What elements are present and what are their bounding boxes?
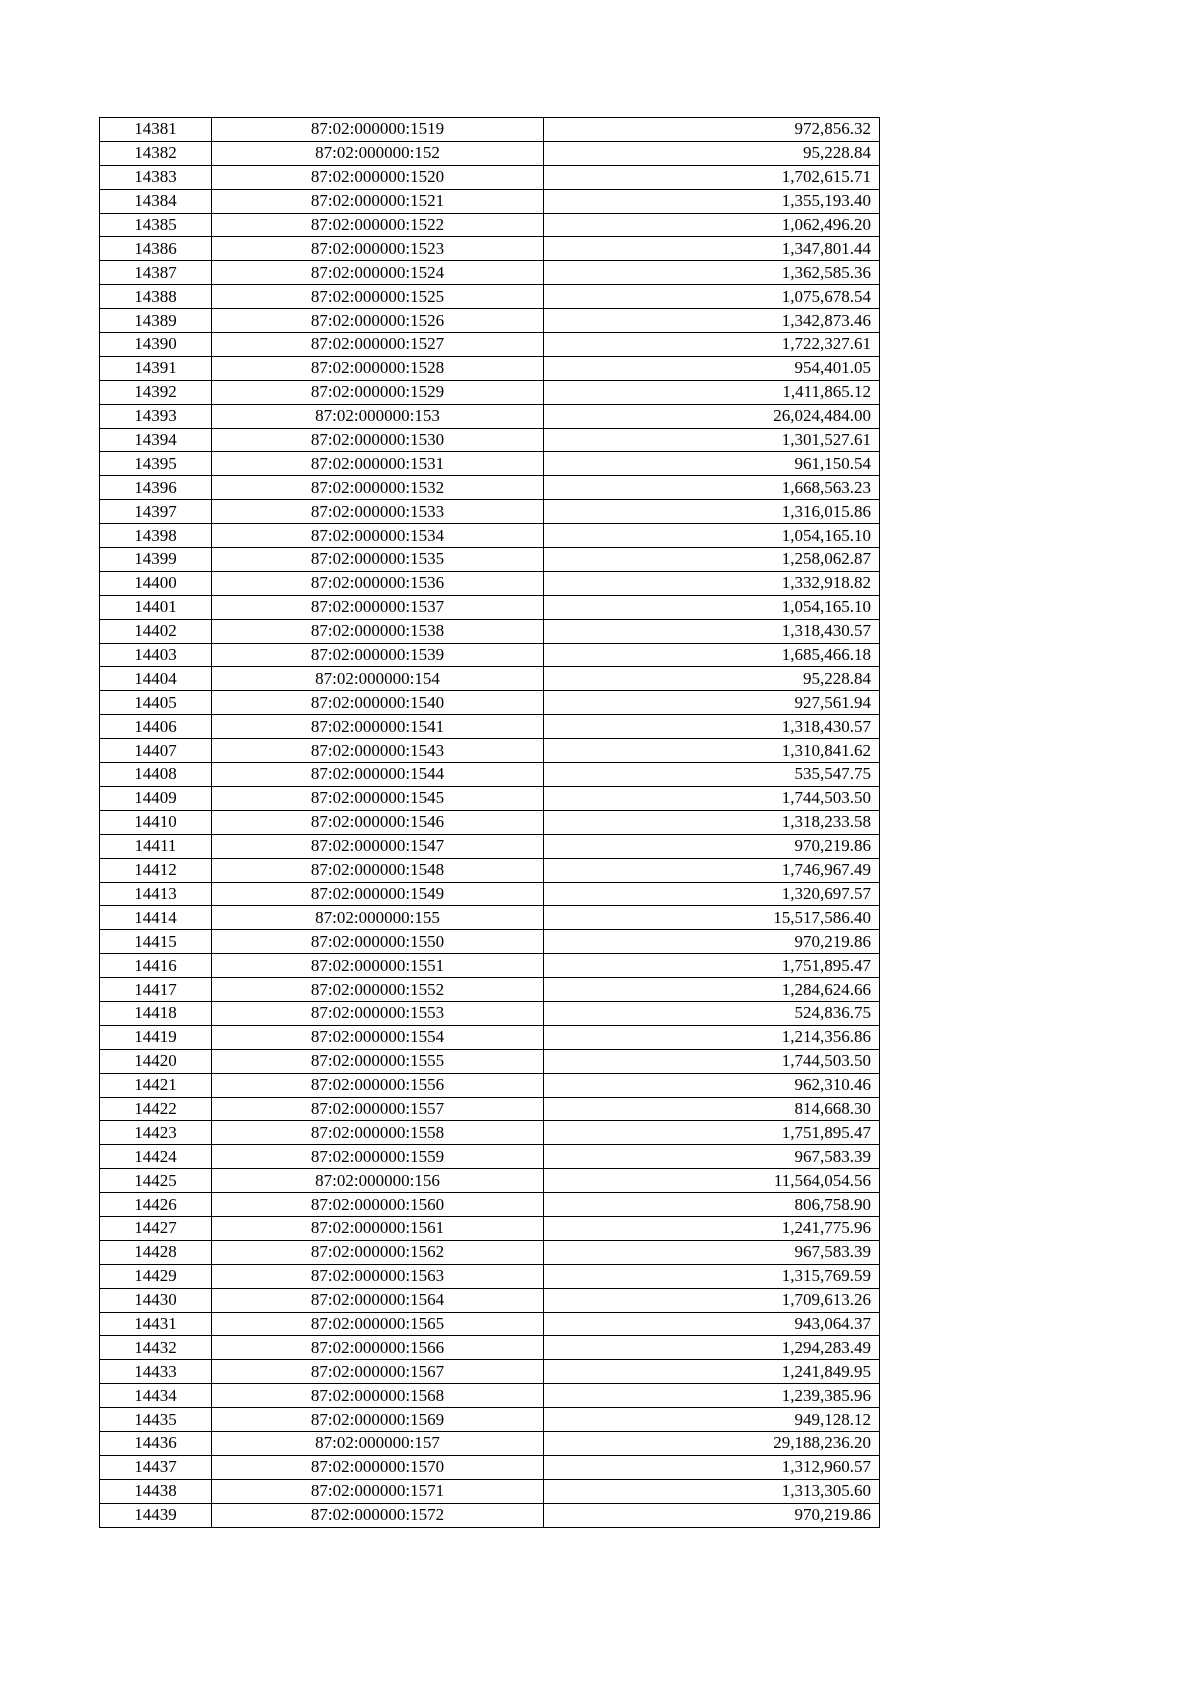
value-cell: 962,310.46 xyxy=(544,1073,880,1097)
cadastral-number-cell: 87:02:000000:1570 xyxy=(212,1455,544,1479)
row-number-cell: 14410 xyxy=(100,810,212,834)
row-number-cell: 14419 xyxy=(100,1025,212,1049)
value-cell: 26,024,484.00 xyxy=(544,404,880,428)
cadastral-number-cell: 87:02:000000:1530 xyxy=(212,428,544,452)
table-row xyxy=(100,571,880,595)
cadastral-number-cell: 87:02:000000:1546 xyxy=(212,810,544,834)
row-number-cell: 14389 xyxy=(100,309,212,333)
cadastral-number-cell: 87:02:000000:1521 xyxy=(212,189,544,213)
cadastral-number-cell: 87:02:000000:155 xyxy=(212,906,544,930)
table-row xyxy=(100,810,880,834)
value-cell: 1,746,967.49 xyxy=(544,858,880,882)
cadastral-number-cell: 87:02:000000:1562 xyxy=(212,1240,544,1264)
row-number-cell: 14404 xyxy=(100,667,212,691)
table-row xyxy=(100,118,880,142)
value-cell: 524,836.75 xyxy=(544,1001,880,1025)
table-row xyxy=(100,786,880,810)
table-row xyxy=(100,619,880,643)
cadastral-number-cell: 87:02:000000:1540 xyxy=(212,691,544,715)
value-cell: 1,316,015.86 xyxy=(544,500,880,524)
value-cell: 1,054,165.10 xyxy=(544,524,880,548)
table-row xyxy=(100,739,880,763)
cadastral-number-cell: 87:02:000000:152 xyxy=(212,141,544,165)
table-row xyxy=(100,1049,880,1073)
value-cell: 1,318,430.57 xyxy=(544,619,880,643)
row-number-cell: 14405 xyxy=(100,691,212,715)
row-number-cell: 14394 xyxy=(100,428,212,452)
table-row xyxy=(100,1479,880,1503)
value-cell: 1,355,193.40 xyxy=(544,189,880,213)
table-row xyxy=(100,834,880,858)
row-number-cell: 14398 xyxy=(100,524,212,548)
value-cell: 1,241,849.95 xyxy=(544,1360,880,1384)
table-row xyxy=(100,1384,880,1408)
row-number-cell: 14427 xyxy=(100,1216,212,1240)
cadastral-number-cell: 87:02:000000:1551 xyxy=(212,954,544,978)
value-cell: 970,219.86 xyxy=(544,834,880,858)
cadastral-number-cell: 87:02:000000:1556 xyxy=(212,1073,544,1097)
cadastral-number-cell: 87:02:000000:1557 xyxy=(212,1097,544,1121)
row-number-cell: 14420 xyxy=(100,1049,212,1073)
value-cell: 1,342,873.46 xyxy=(544,309,880,333)
cadastral-number-cell: 87:02:000000:1528 xyxy=(212,356,544,380)
row-number-cell: 14433 xyxy=(100,1360,212,1384)
value-cell: 1,702,615.71 xyxy=(544,165,880,189)
cadastral-number-cell: 87:02:000000:1520 xyxy=(212,165,544,189)
value-cell: 967,583.39 xyxy=(544,1145,880,1169)
cadastral-number-cell: 87:02:000000:1550 xyxy=(212,930,544,954)
value-cell: 1,241,775.96 xyxy=(544,1216,880,1240)
cadastral-number-cell: 87:02:000000:1544 xyxy=(212,763,544,787)
value-cell: 943,064.37 xyxy=(544,1312,880,1336)
table-row xyxy=(100,476,880,500)
row-number-cell: 14391 xyxy=(100,356,212,380)
cadastral-number-cell: 87:02:000000:1522 xyxy=(212,213,544,237)
table-row xyxy=(100,452,880,476)
value-cell: 961,150.54 xyxy=(544,452,880,476)
value-cell: 1,258,062.87 xyxy=(544,548,880,572)
row-number-cell: 14401 xyxy=(100,595,212,619)
table-row xyxy=(100,500,880,524)
cadastral-number-cell: 87:02:000000:1531 xyxy=(212,452,544,476)
cadastral-number-cell: 87:02:000000:1541 xyxy=(212,715,544,739)
value-cell: 1,722,327.61 xyxy=(544,333,880,357)
table-row xyxy=(100,165,880,189)
value-cell: 970,219.86 xyxy=(544,1503,880,1527)
table-row xyxy=(100,1288,880,1312)
cadastral-number-cell: 87:02:000000:1555 xyxy=(212,1049,544,1073)
row-number-cell: 14415 xyxy=(100,930,212,954)
cadastral-number-cell: 87:02:000000:1565 xyxy=(212,1312,544,1336)
value-cell: 1,239,385.96 xyxy=(544,1384,880,1408)
cadastral-number-cell: 87:02:000000:1543 xyxy=(212,739,544,763)
table-row xyxy=(100,1193,880,1217)
value-cell: 1,347,801.44 xyxy=(544,237,880,261)
table-row xyxy=(100,309,880,333)
cadastral-number-cell: 87:02:000000:1547 xyxy=(212,834,544,858)
table-row xyxy=(100,1312,880,1336)
row-number-cell: 14395 xyxy=(100,452,212,476)
row-number-cell: 14390 xyxy=(100,333,212,357)
row-number-cell: 14413 xyxy=(100,882,212,906)
value-cell: 806,758.90 xyxy=(544,1193,880,1217)
cadastral-number-cell: 87:02:000000:1553 xyxy=(212,1001,544,1025)
cadastral-number-cell: 87:02:000000:1527 xyxy=(212,333,544,357)
row-number-cell: 14438 xyxy=(100,1479,212,1503)
table-row xyxy=(100,1121,880,1145)
row-number-cell: 14426 xyxy=(100,1193,212,1217)
table-row xyxy=(100,285,880,309)
table-row xyxy=(100,1025,880,1049)
cadastral-number-cell: 87:02:000000:1568 xyxy=(212,1384,544,1408)
cadastral-number-cell: 87:02:000000:1545 xyxy=(212,786,544,810)
value-cell: 1,362,585.36 xyxy=(544,261,880,285)
value-cell: 949,128.12 xyxy=(544,1408,880,1432)
row-number-cell: 14434 xyxy=(100,1384,212,1408)
row-number-cell: 14393 xyxy=(100,404,212,428)
row-number-cell: 14425 xyxy=(100,1169,212,1193)
table-row xyxy=(100,1431,880,1455)
table-row xyxy=(100,237,880,261)
row-number-cell: 14435 xyxy=(100,1408,212,1432)
value-cell: 1,751,895.47 xyxy=(544,954,880,978)
cadastral-number-cell: 87:02:000000:1536 xyxy=(212,571,544,595)
table-row xyxy=(100,858,880,882)
cadastral-number-cell: 87:02:000000:1561 xyxy=(212,1216,544,1240)
row-number-cell: 14432 xyxy=(100,1336,212,1360)
table-row xyxy=(100,548,880,572)
table-row xyxy=(100,882,880,906)
row-number-cell: 14416 xyxy=(100,954,212,978)
value-cell: 1,284,624.66 xyxy=(544,978,880,1002)
row-number-cell: 14436 xyxy=(100,1431,212,1455)
cadastral-number-cell: 87:02:000000:1535 xyxy=(212,548,544,572)
cadastral-number-cell: 87:02:000000:1519 xyxy=(212,118,544,142)
table-body xyxy=(100,118,880,1528)
table-row xyxy=(100,906,880,930)
table-row xyxy=(100,643,880,667)
table-row xyxy=(100,333,880,357)
table-row xyxy=(100,1073,880,1097)
row-number-cell: 14400 xyxy=(100,571,212,595)
value-cell: 95,228.84 xyxy=(544,667,880,691)
table-row xyxy=(100,691,880,715)
table-row xyxy=(100,189,880,213)
table-row xyxy=(100,667,880,691)
value-cell: 1,411,865.12 xyxy=(544,380,880,404)
row-number-cell: 14411 xyxy=(100,834,212,858)
row-number-cell: 14392 xyxy=(100,380,212,404)
cadastral-number-cell: 87:02:000000:1552 xyxy=(212,978,544,1002)
cadastral-number-cell: 87:02:000000:1564 xyxy=(212,1288,544,1312)
row-number-cell: 14430 xyxy=(100,1288,212,1312)
value-cell: 1,313,305.60 xyxy=(544,1479,880,1503)
value-cell: 967,583.39 xyxy=(544,1240,880,1264)
row-number-cell: 14396 xyxy=(100,476,212,500)
value-cell: 95,228.84 xyxy=(544,141,880,165)
cadastral-number-cell: 87:02:000000:153 xyxy=(212,404,544,428)
value-cell: 1,744,503.50 xyxy=(544,1049,880,1073)
table-row xyxy=(100,715,880,739)
value-cell: 1,054,165.10 xyxy=(544,595,880,619)
row-number-cell: 14383 xyxy=(100,165,212,189)
cadastral-number-cell: 87:02:000000:1525 xyxy=(212,285,544,309)
table-row xyxy=(100,1216,880,1240)
row-number-cell: 14409 xyxy=(100,786,212,810)
row-number-cell: 14431 xyxy=(100,1312,212,1336)
value-cell: 1,312,960.57 xyxy=(544,1455,880,1479)
row-number-cell: 14381 xyxy=(100,118,212,142)
value-cell: 535,547.75 xyxy=(544,763,880,787)
cadastral-number-cell: 87:02:000000:1572 xyxy=(212,1503,544,1527)
row-number-cell: 14412 xyxy=(100,858,212,882)
row-number-cell: 14414 xyxy=(100,906,212,930)
row-number-cell: 14408 xyxy=(100,763,212,787)
value-cell: 814,668.30 xyxy=(544,1097,880,1121)
value-cell: 1,709,613.26 xyxy=(544,1288,880,1312)
table-row xyxy=(100,1264,880,1288)
cadastral-number-cell: 87:02:000000:1537 xyxy=(212,595,544,619)
row-number-cell: 14418 xyxy=(100,1001,212,1025)
table-row xyxy=(100,1169,880,1193)
table-row xyxy=(100,1408,880,1432)
value-cell: 1,294,283.49 xyxy=(544,1336,880,1360)
row-number-cell: 14417 xyxy=(100,978,212,1002)
value-cell: 29,188,236.20 xyxy=(544,1431,880,1455)
row-number-cell: 14397 xyxy=(100,500,212,524)
cadastral-number-cell: 87:02:000000:1529 xyxy=(212,380,544,404)
row-number-cell: 14403 xyxy=(100,643,212,667)
value-cell: 1,062,496.20 xyxy=(544,213,880,237)
cadastral-number-cell: 87:02:000000:1534 xyxy=(212,524,544,548)
row-number-cell: 14406 xyxy=(100,715,212,739)
value-cell: 1,320,697.57 xyxy=(544,882,880,906)
table-row xyxy=(100,261,880,285)
cadastral-number-cell: 87:02:000000:1563 xyxy=(212,1264,544,1288)
row-number-cell: 14437 xyxy=(100,1455,212,1479)
table-row xyxy=(100,930,880,954)
row-number-cell: 14382 xyxy=(100,141,212,165)
table-row xyxy=(100,1240,880,1264)
row-number-cell: 14388 xyxy=(100,285,212,309)
value-cell: 1,332,918.82 xyxy=(544,571,880,595)
value-cell: 1,310,841.62 xyxy=(544,739,880,763)
table-row xyxy=(100,524,880,548)
table-row xyxy=(100,380,880,404)
cadastral-number-cell: 87:02:000000:1532 xyxy=(212,476,544,500)
value-cell: 1,301,527.61 xyxy=(544,428,880,452)
cadastral-number-cell: 87:02:000000:157 xyxy=(212,1431,544,1455)
cadastral-number-cell: 87:02:000000:1560 xyxy=(212,1193,544,1217)
table-row xyxy=(100,428,880,452)
cadastral-number-cell: 87:02:000000:1526 xyxy=(212,309,544,333)
cadastral-number-cell: 87:02:000000:1539 xyxy=(212,643,544,667)
table-row xyxy=(100,954,880,978)
table-row xyxy=(100,595,880,619)
row-number-cell: 14421 xyxy=(100,1073,212,1097)
cadastral-value-table xyxy=(99,117,880,1528)
row-number-cell: 14424 xyxy=(100,1145,212,1169)
value-cell: 927,561.94 xyxy=(544,691,880,715)
value-cell: 15,517,586.40 xyxy=(544,906,880,930)
value-cell: 1,318,430.57 xyxy=(544,715,880,739)
row-number-cell: 14428 xyxy=(100,1240,212,1264)
cadastral-number-cell: 87:02:000000:1569 xyxy=(212,1408,544,1432)
table-row xyxy=(100,141,880,165)
cadastral-number-cell: 87:02:000000:154 xyxy=(212,667,544,691)
table-row xyxy=(100,1336,880,1360)
table-row xyxy=(100,1001,880,1025)
table-row xyxy=(100,404,880,428)
table-row xyxy=(100,213,880,237)
value-cell: 954,401.05 xyxy=(544,356,880,380)
value-cell: 1,315,769.59 xyxy=(544,1264,880,1288)
cadastral-number-cell: 87:02:000000:1549 xyxy=(212,882,544,906)
row-number-cell: 14402 xyxy=(100,619,212,643)
table-row xyxy=(100,763,880,787)
cadastral-number-cell: 87:02:000000:1567 xyxy=(212,1360,544,1384)
cadastral-number-cell: 87:02:000000:1524 xyxy=(212,261,544,285)
table-row xyxy=(100,978,880,1002)
cadastral-number-cell: 87:02:000000:1523 xyxy=(212,237,544,261)
value-cell: 11,564,054.56 xyxy=(544,1169,880,1193)
row-number-cell: 14387 xyxy=(100,261,212,285)
value-cell: 972,856.32 xyxy=(544,118,880,142)
table-row xyxy=(100,1503,880,1527)
cadastral-number-cell: 87:02:000000:1566 xyxy=(212,1336,544,1360)
cadastral-number-cell: 87:02:000000:1548 xyxy=(212,858,544,882)
row-number-cell: 14399 xyxy=(100,548,212,572)
value-cell: 1,214,356.86 xyxy=(544,1025,880,1049)
value-cell: 1,075,678.54 xyxy=(544,285,880,309)
row-number-cell: 14385 xyxy=(100,213,212,237)
cadastral-number-cell: 87:02:000000:1559 xyxy=(212,1145,544,1169)
row-number-cell: 14439 xyxy=(100,1503,212,1527)
cadastral-number-cell: 87:02:000000:1533 xyxy=(212,500,544,524)
table-row xyxy=(100,1455,880,1479)
row-number-cell: 14429 xyxy=(100,1264,212,1288)
cadastral-number-cell: 87:02:000000:156 xyxy=(212,1169,544,1193)
row-number-cell: 14386 xyxy=(100,237,212,261)
value-cell: 970,219.86 xyxy=(544,930,880,954)
value-cell: 1,668,563.23 xyxy=(544,476,880,500)
value-cell: 1,751,895.47 xyxy=(544,1121,880,1145)
value-cell: 1,318,233.58 xyxy=(544,810,880,834)
table-row xyxy=(100,1360,880,1384)
cadastral-number-cell: 87:02:000000:1538 xyxy=(212,619,544,643)
value-cell: 1,685,466.18 xyxy=(544,643,880,667)
table-row xyxy=(100,1097,880,1121)
row-number-cell: 14423 xyxy=(100,1121,212,1145)
table-row xyxy=(100,356,880,380)
row-number-cell: 14384 xyxy=(100,189,212,213)
cadastral-number-cell: 87:02:000000:1554 xyxy=(212,1025,544,1049)
row-number-cell: 14407 xyxy=(100,739,212,763)
cadastral-number-cell: 87:02:000000:1571 xyxy=(212,1479,544,1503)
cadastral-number-cell: 87:02:000000:1558 xyxy=(212,1121,544,1145)
row-number-cell: 14422 xyxy=(100,1097,212,1121)
table-row xyxy=(100,1145,880,1169)
value-cell: 1,744,503.50 xyxy=(544,786,880,810)
